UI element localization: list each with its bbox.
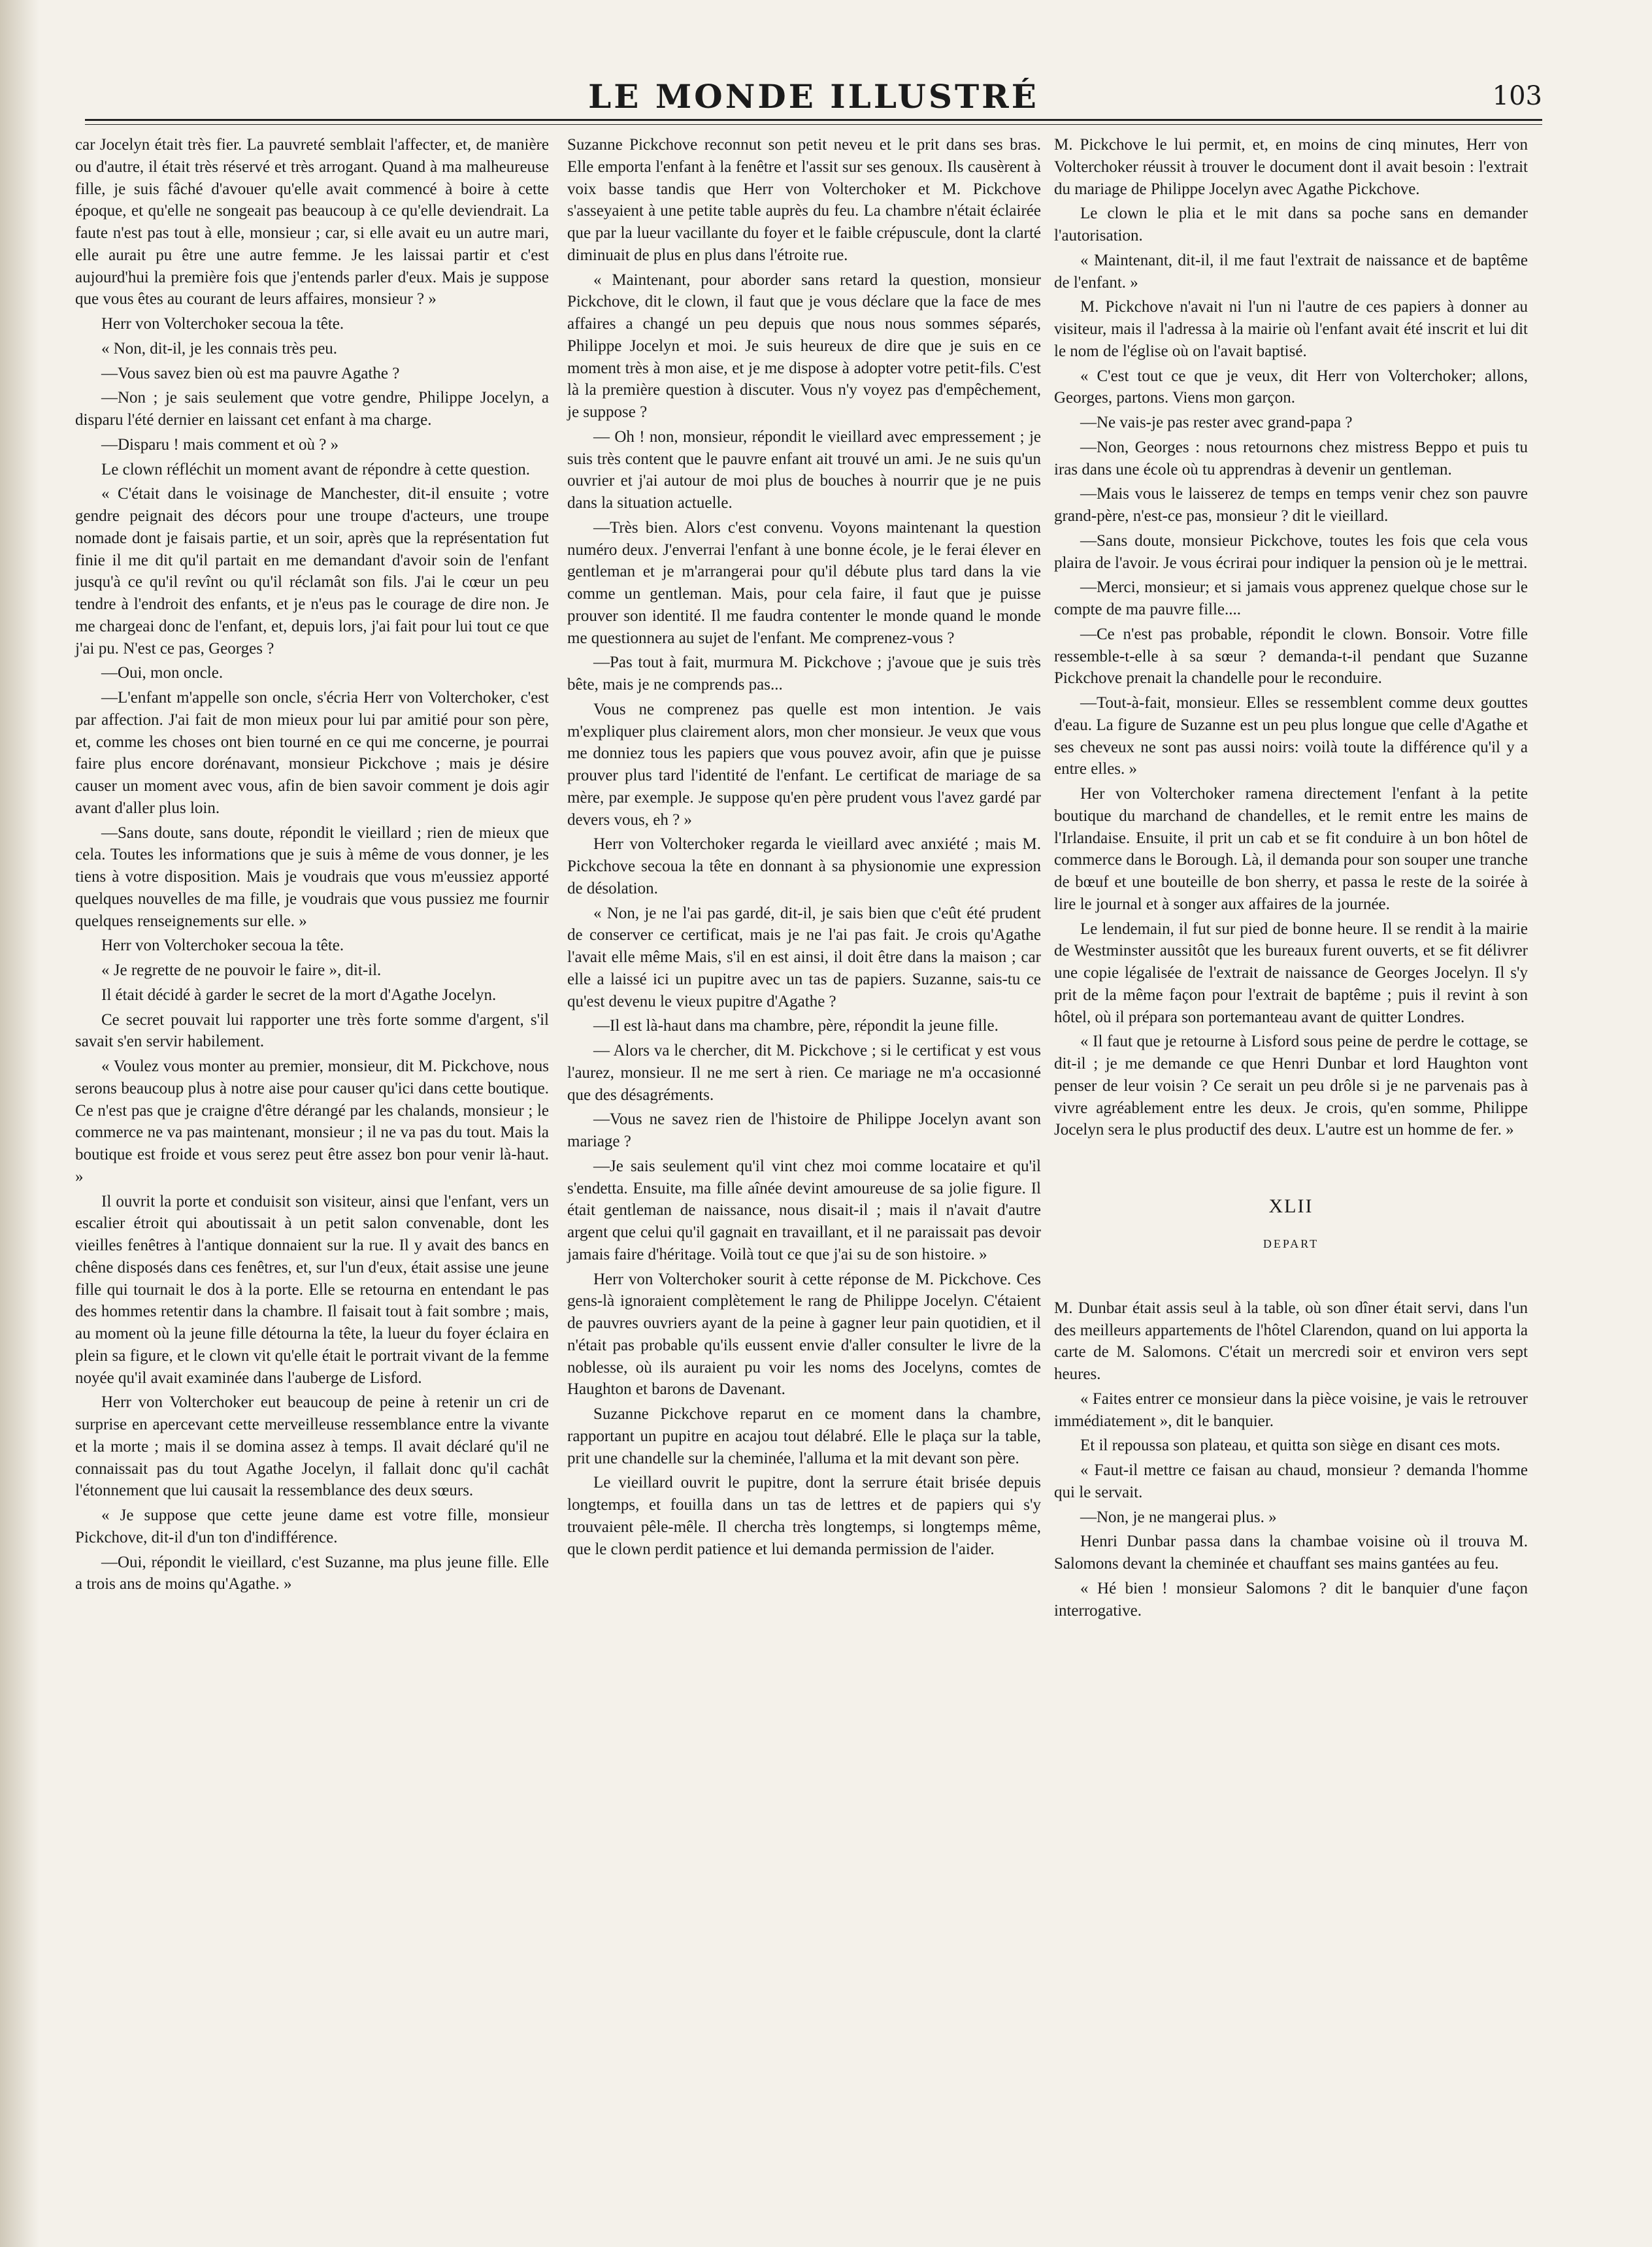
paragraph: « Faites entrer ce monsieur dans la pièce voisine, je vais le retrouver immédiatement », dit le banquier. <box>1054 1390 1528 1430</box>
paragraph: —Non ; je sais seulement que votre gendre, Philippe Jocelyn, a disparu l'été dernier en laissant cet enfant à ma charge. <box>75 389 549 429</box>
paragraph: Suzanne Pickchove reparut en ce moment dans la chambre, rapportant un pupitre en acajou tout délabré. Elle le plaça sur la table, prit une chandelle sur la cheminée, l'alluma et la mit devant son père. <box>567 1405 1041 1467</box>
paragraph: —Ne vais-je pas rester avec grand-papa ? <box>1080 414 1353 431</box>
paragraph: Il ouvrit la porte et conduisit son visiteur, ainsi que l'enfant, vers un escalier étroit qui aboutissait à un petit salon convenable, dont les vieilles fenêtres à l'antique donnaient sur la rue. Il y avait des bancs en chêne disposés dans ces fenêtres, et, sur l'un d'eux, était assise une jeune fille qui tournait le dos à la porte. Elle se retourna en entendant le pas des hommes retentir dans la chambre. Il faisait tout à fait sombre ; mais, au moment où la jeune fille détourna la tête, la lueur du foyer éclaira en plein sa figure, et le clown vit qu'elle était le portrait vivant de la femme noyée qu'il avait examinée dans l'auberge de Lisford. <box>75 1192 549 1387</box>
paragraph: « Faut-il mettre ce faisan au chaud, monsieur ? demanda l'homme qui le servait. <box>1054 1461 1528 1501</box>
paragraph: « C'était dans le voisinage de Manchester, dit-il ensuite ; votre gendre peignait des décors pour une troupe d'acteurs, une troupe nomade dont je faisais partie, et un soir, après que la représentation fut finie il me dit qu'il partait en me demandant d'avoir soin de l'enfant jusqu'à ce qu'il revînt ou qu'il réclamât son fils. J'ai le cœur un peu tendre à l'endroit des enfants, et je n'eus pas le courage de dire non. Je me chargeai donc de l'enfant, et, depuis lors, j'ai fait pour lui tout ce que j'ai pu. N'est ce pas, Georges ? <box>75 485 549 657</box>
paragraph: M. Pickchove n'avait ni l'un ni l'autre de ces papiers à donner au visiteur, mais il l'adressa à la mairie où l'enfant avait été inscrit et lui dit le nom de l'église où on l'avait baptisé. <box>1054 298 1528 360</box>
chapter-title: DEPART <box>1263 1237 1319 1250</box>
paragraph: —Il est là-haut dans ma chambre, père, répondit la jeune fille. <box>593 1017 999 1035</box>
paragraph: « Maintenant, pour aborder sans retard la question, monsieur Pickchove, dit le clown, il faut que je vous déclare que la face de mes affaires a changé un peu depuis que nous nous sommes séparés, Philippe Jocelyn et moi. Je suis heureux de dire que je suis en ce moment très à mon aise, et je me dispose à adopter votre petit-fils. C'est là la première question à discuter. Vous n'y voyez pas d'empêchement, je suppose ? <box>567 271 1041 421</box>
paragraph: « Hé bien ! monsieur Salomons ? dit le banquier d'une façon interrogative. <box>1054 1579 1528 1620</box>
chapter-number: XLII <box>1268 1195 1313 1217</box>
paragraph: « Je regrette de ne pouvoir le faire », dit-il. <box>101 961 382 979</box>
paragraph: Le vieillard ouvrit le pupitre, dont la serrure était brisée depuis longtemps, et fouilla dans un tas de lettres et de papiers qui s'y trouvaient pêle-mêle. Il chercha très longtemps, si longtemps même, que le clown perdit patience et lui demanda permission de l'aider. <box>567 1474 1041 1558</box>
paragraph: Le clown le plia et le mit dans sa poche sans en demander l'autorisation. <box>1054 205 1528 244</box>
paragraph: —Mais vous le laisserez de temps en temps venir chez son pauvre grand-père, n'est-ce pas, monsieur ? dit le vieillard. <box>1054 485 1528 525</box>
column-2 <box>567 134 1041 1563</box>
paragraph: Ce secret pouvait lui rapporter une très forte somme d'argent, s'il savait s'en servir habilement. <box>75 1010 549 1051</box>
paragraph: —Non, Georges : nous retournons chez mistress Beppo et puis tu iras dans une école où tu apprendras à devenir un gentleman. <box>1054 438 1528 478</box>
paragraph: « Non, dit-il, je les connais très peu. <box>101 339 338 358</box>
paragraph: Suzanne Pickchove reconnut son petit neveu et le prit dans ses bras. Elle emporta l'enfant à la fenêtre et l'assit sur ses genoux. Ils causèrent à voix basse tandis que Herr von Volterchoker et M. Pickchove s'asseyaient à une petite table auprès du feu. La chambre n'était éclairée que par la lueur vacillante du foyer et le faible crépuscule, dont la clarté diminuait de plus en plus dans l'étroite rue. <box>567 136 1041 264</box>
paragraph: « Voulez vous monter au premier, monsieur, dit M. Pickchove, nous serons beaucoup plus à notre aise pour causer qu'ici dans cette boutique. Ce n'est pas que je craigne d'être dérangé par les chalands, monsieur ; le commerce ne va pas maintenant, monsieur ; il ne va pas du tout. Mais la boutique est froide et vous serez peut être assez bon pour venir là-haut. » <box>75 1057 549 1186</box>
masthead <box>85 77 1542 116</box>
paragraph: —Merci, monsieur; et si jamais vous apprenez quelque chose sur le compte de ma pauvre fille.... <box>1054 578 1528 618</box>
paragraph: —Pas tout à fait, murmura M. Pickchove ; j'avoue que je suis très bête, mais je ne comprends pas... <box>567 654 1041 693</box>
paragraph: Il était décidé à garder le secret de la mort d'Agathe Jocelyn. <box>101 986 497 1004</box>
paragraph: —Ce n'est pas probable, répondit le clown. Bonsoir. Votre fille ressemble-t-elle à sa sœur ? demanda-t-il pendant que Suzanne Pickchove prenait la chandelle pour le reconduire. <box>1054 625 1528 688</box>
paragraph: « C'est tout ce que je veux, dit Herr von Volterchoker; allons, Georges, partons. Viens mon garçon. <box>1054 367 1528 407</box>
paragraph: —Sans doute, monsieur Pickchove, toutes les fois que cela vous plaira de l'avoir. Je vous écrirai pour indiquer la pension où je le mettrai. <box>1054 531 1528 572</box>
header-rule-thin <box>85 124 1542 125</box>
page-number: 103 <box>1492 81 1542 111</box>
paragraph: M. Dunbar était assis seul à la table, où son dîner était servi, dans l'un des meilleurs appartements de l'hôtel Clarendon, quand on lui apporta la carte de M. Salomons. C'était un mercredi soir et environ vers sept heures. <box>1054 1299 1528 1384</box>
column-3 <box>1054 134 1528 1624</box>
paragraph: —Je sais seulement qu'il vint chez moi comme locataire et qu'il s'endetta. Ensuite, ma fille aînée devint amoureuse de sa jolie figure. Il était gentleman de naissance, nous disait-il ; mais il n'avait d'autre argent que celui qu'il gagnait en travaillant, et il ne paraissait pas devoir jamais faire d'héritage. Voilà tout ce que j'ai su de son histoire. » <box>567 1157 1041 1263</box>
paragraph: Herr von Volterchoker secoua la tête. <box>101 937 344 955</box>
paragraph: —Non, je ne mangerai plus. » <box>1080 1508 1277 1526</box>
paragraph: —Très bien. Alors c'est convenu. Voyons maintenant la question numéro deux. J'enverrai l'enfant à une bonne école, je le ferai élever en gentleman et je m'arrangerai pour qu'il débute plus tard dans la vie comme un gentleman. Mais, pour cela faire, il faut que je puisse prouver son identité. Il me faudra contenter le monde quand le monde me questionnera au sujet de l'enfant. Me comprenez-vous ? <box>567 518 1041 647</box>
paragraph: « Il faut que je retourne à Lisford sous peine de perdre le cottage, se dit-il ; je me demande ce que Henri Dunbar et lord Haughton vont penser de leur voisin ? Ce serait un peu drôle si je ne parvenais pas à vivre agréablement entre les deux. Je crois, qu'en somme, Philippe Jocelyn sera le plus productif des deux. L'autre est un homme de fer. » <box>1054 1033 1528 1139</box>
paragraph: Et il repoussa son plateau, et quitta son siège en disant ces mots. <box>1080 1437 1500 1455</box>
paragraph: —Sans doute, sans doute, répondit le vieillard ; rien de mieux que cela. Toutes les informations que je suis à même de vous donner, je les tiens à votre disposition. Mais je voudrais que vous m'eussiez apporté quelques nouvelles de ma fille, je voudrais que vous pussiez me fournir quelques renseignements sur elle. » <box>75 824 549 930</box>
paragraph: Herr von Volterchoker secoua la tête. <box>101 315 344 333</box>
paragraph: —L'enfant m'appelle son oncle, s'écria Herr von Volterchoker, c'est par affection. J'ai fait de mon mieux pour lui par amitié pour son père, et, comme les choses ont bien tourné en ce qui me concerne, je pourrai faire plus encore dorénavant, monsieur Pickchove ; mais je désire causer un moment avec vous, afin de bien savoir comment je dois agir avant d'aller plus loin. <box>75 689 549 817</box>
paragraph: —Oui, mon oncle. <box>101 664 223 682</box>
paragraph: « Maintenant, dit-il, il me faut l'extrait de naissance et de baptême de l'enfant. » <box>1054 251 1528 291</box>
paragraph: Herr von Volterchoker sourit à cette réponse de M. Pickchove. Ces gens-là ignoraient complètement le rang de Philippe Jocelyn. C'étaient de pauvres ouvriers ayant de la peine à gagner leur pain quotidien, et il n'était pas probable qu'ils eussent envie d'aller consulter le livre de la noblesse, où ils auraient pu voir les noms des Jocelyns, comtes de Haughton et barons de Davenant. <box>567 1270 1041 1399</box>
paragraph: Herr von Volterchoker regarda le vieillard avec anxiété ; mais M. Pickchove secoua la tête en donnant à sa physionomie une expression de désolation. <box>567 835 1041 897</box>
paragraph: Herr von Volterchoker eut beaucoup de peine à retenir un cri de surprise en apercevant cette merveilleuse ressemblance entre la vivante et la morte ; mais il se domina assez à temps. Il avait déclaré qu'il ne connaissait pas du tout Agathe Jocelyn, il fallait donc qu'il cachât l'étonnement que lui causait la ressemblance des deux sœurs. <box>75 1393 549 1500</box>
paragraph: Le clown réfléchit un moment avant de répondre à cette question. <box>101 460 530 478</box>
running-title: LE MONDE ILLUSTRÉ <box>588 77 1039 116</box>
paragraph: Vous ne comprenez pas quelle est mon intention. Je vais m'expliquer plus clairement alors, mon cher monsieur. Je veux que vous me donniez tous les papiers que vous pouvez avoir, afin que je puisse prouver plus tard l'identité de l'enfant. Le certificat de mariage de sa mère, par exemple. Je suppose qu'en père prudent vous l'avez gardé par devers vous, eh ? » <box>567 700 1041 829</box>
paragraph: Henri Dunbar passa dans la chambae voisine où il trouva M. Salomons devant la cheminée et chauffant ses mains gantées au feu. <box>1054 1533 1528 1573</box>
paragraph: Her von Volterchoker ramena directement l'enfant à la petite boutique du marchand de chandelles, et le remit entre les mains de l'Irlandaise. Ensuite, il prit un cab et se fit conduire à un bon hôtel de commerce dans le Borough. Là, il demanda pour son souper une tranche de bœuf et une bouteille de bon sherry, et passa le reste de la soirée à lire le journal et à songer aux affaires de la journée. <box>1054 785 1528 913</box>
paragraph: « Je suppose que cette jeune dame est votre fille, monsieur Pickchove, dit-il d'un ton d'indifférence. <box>75 1506 549 1546</box>
paragraph: —Disparu ! mais comment et où ? » <box>101 435 339 454</box>
paragraph: car Jocelyn était très fier. La pauvreté semblait l'affecter, et, de manière ou d'autre, il était très réservé et très arrogant. Quand à ma malheureuse fille, je suis fâché d'avouer qu'elle avait commencé à boire à cette époque, et qu'elle ne songeait pas beaucoup à ce qu'elle deviendrait. La faute n'est pas tout à elle, monsieur ; car, si elle avait eu un autre mari, elle aurait pu être une autre femme. Je les laissai partir et c'est aujourd'hui la première fois que j'entends parler d'eux. Mais je suppose que vous êtes au courant de leurs affaires, monsieur ? » <box>75 136 549 308</box>
paragraph: — Oh ! non, monsieur, répondit le vieillard avec empressement ; je suis très content que le pauvre enfant ait trouvé un ami. Je ne suis qu'un ouvrier et j'ai autour de moi plus de bouches à nourrir que je ne puis dans la situation actuelle. <box>567 427 1041 512</box>
paragraph: —Oui, répondit le vieillard, c'est Suzanne, ma plus jeune fille. Elle a trois ans de moins qu'Agathe. » <box>75 1553 549 1593</box>
header-rule-thick <box>85 119 1542 121</box>
paragraph: — Alors va le chercher, dit M. Pickchove ; si le certificat y est vous l'aurez, monsieur. Il ne me sert à rien. Ce mariage ne m'a occasionné que des désagréments. <box>567 1042 1041 1104</box>
column-1 <box>75 134 549 1598</box>
paragraph: —Tout-à-fait, monsieur. Elles se ressemblent comme deux gouttes d'eau. La figure de Suzanne est un peu plus longue que celle d'Agathe et ses cheveux ne sont pas aussi noirs: voilà toute la différence qu'il y a entre elles. » <box>1054 694 1528 778</box>
paragraph: —Vous ne savez rien de l'histoire de Philippe Jocelyn avant son mariage ? <box>567 1110 1041 1150</box>
paragraph: M. Pickchove le lui permit, et, en moins de cinq minutes, Herr von Volterchoker réussit à trouver le document dont il avait besoin : l'extrait du mariage de Philippe Jocelyn avec Agathe Pickchove. <box>1054 136 1528 198</box>
paragraph: Le lendemain, il fut sur pied de bonne heure. Il se rendit à la mairie de Westminster aussitôt que les bureaux furent ouverts, et se fit délivrer une copie légalisée de l'extrait de naissance de Georges Jocelyn. Il s'y prit de la même façon pour l'extrait de baptême ; puis il revint à son hôtel, où il prépara son portemanteau avant de quitter Londres. <box>1054 920 1528 1026</box>
binding-shadow <box>0 0 39 2247</box>
paragraph: —Vous savez bien où est ma pauvre Agathe ? <box>101 364 400 382</box>
paragraph: « Non, je ne l'ai pas gardé, dit-il, je sais bien que c'eût été prudent de conserver ce certificat, mais je ne l'ai pas fait. Je crois qu'Agathe l'avait elle même Mais, s'il en est ainsi, il doit être dans la maison ; car elle a laissé ici un pupitre avec un tas de papiers. Suzanne, sais-tu ce qu'est devenu le vieux pupitre d'Agathe ? <box>567 904 1041 1010</box>
